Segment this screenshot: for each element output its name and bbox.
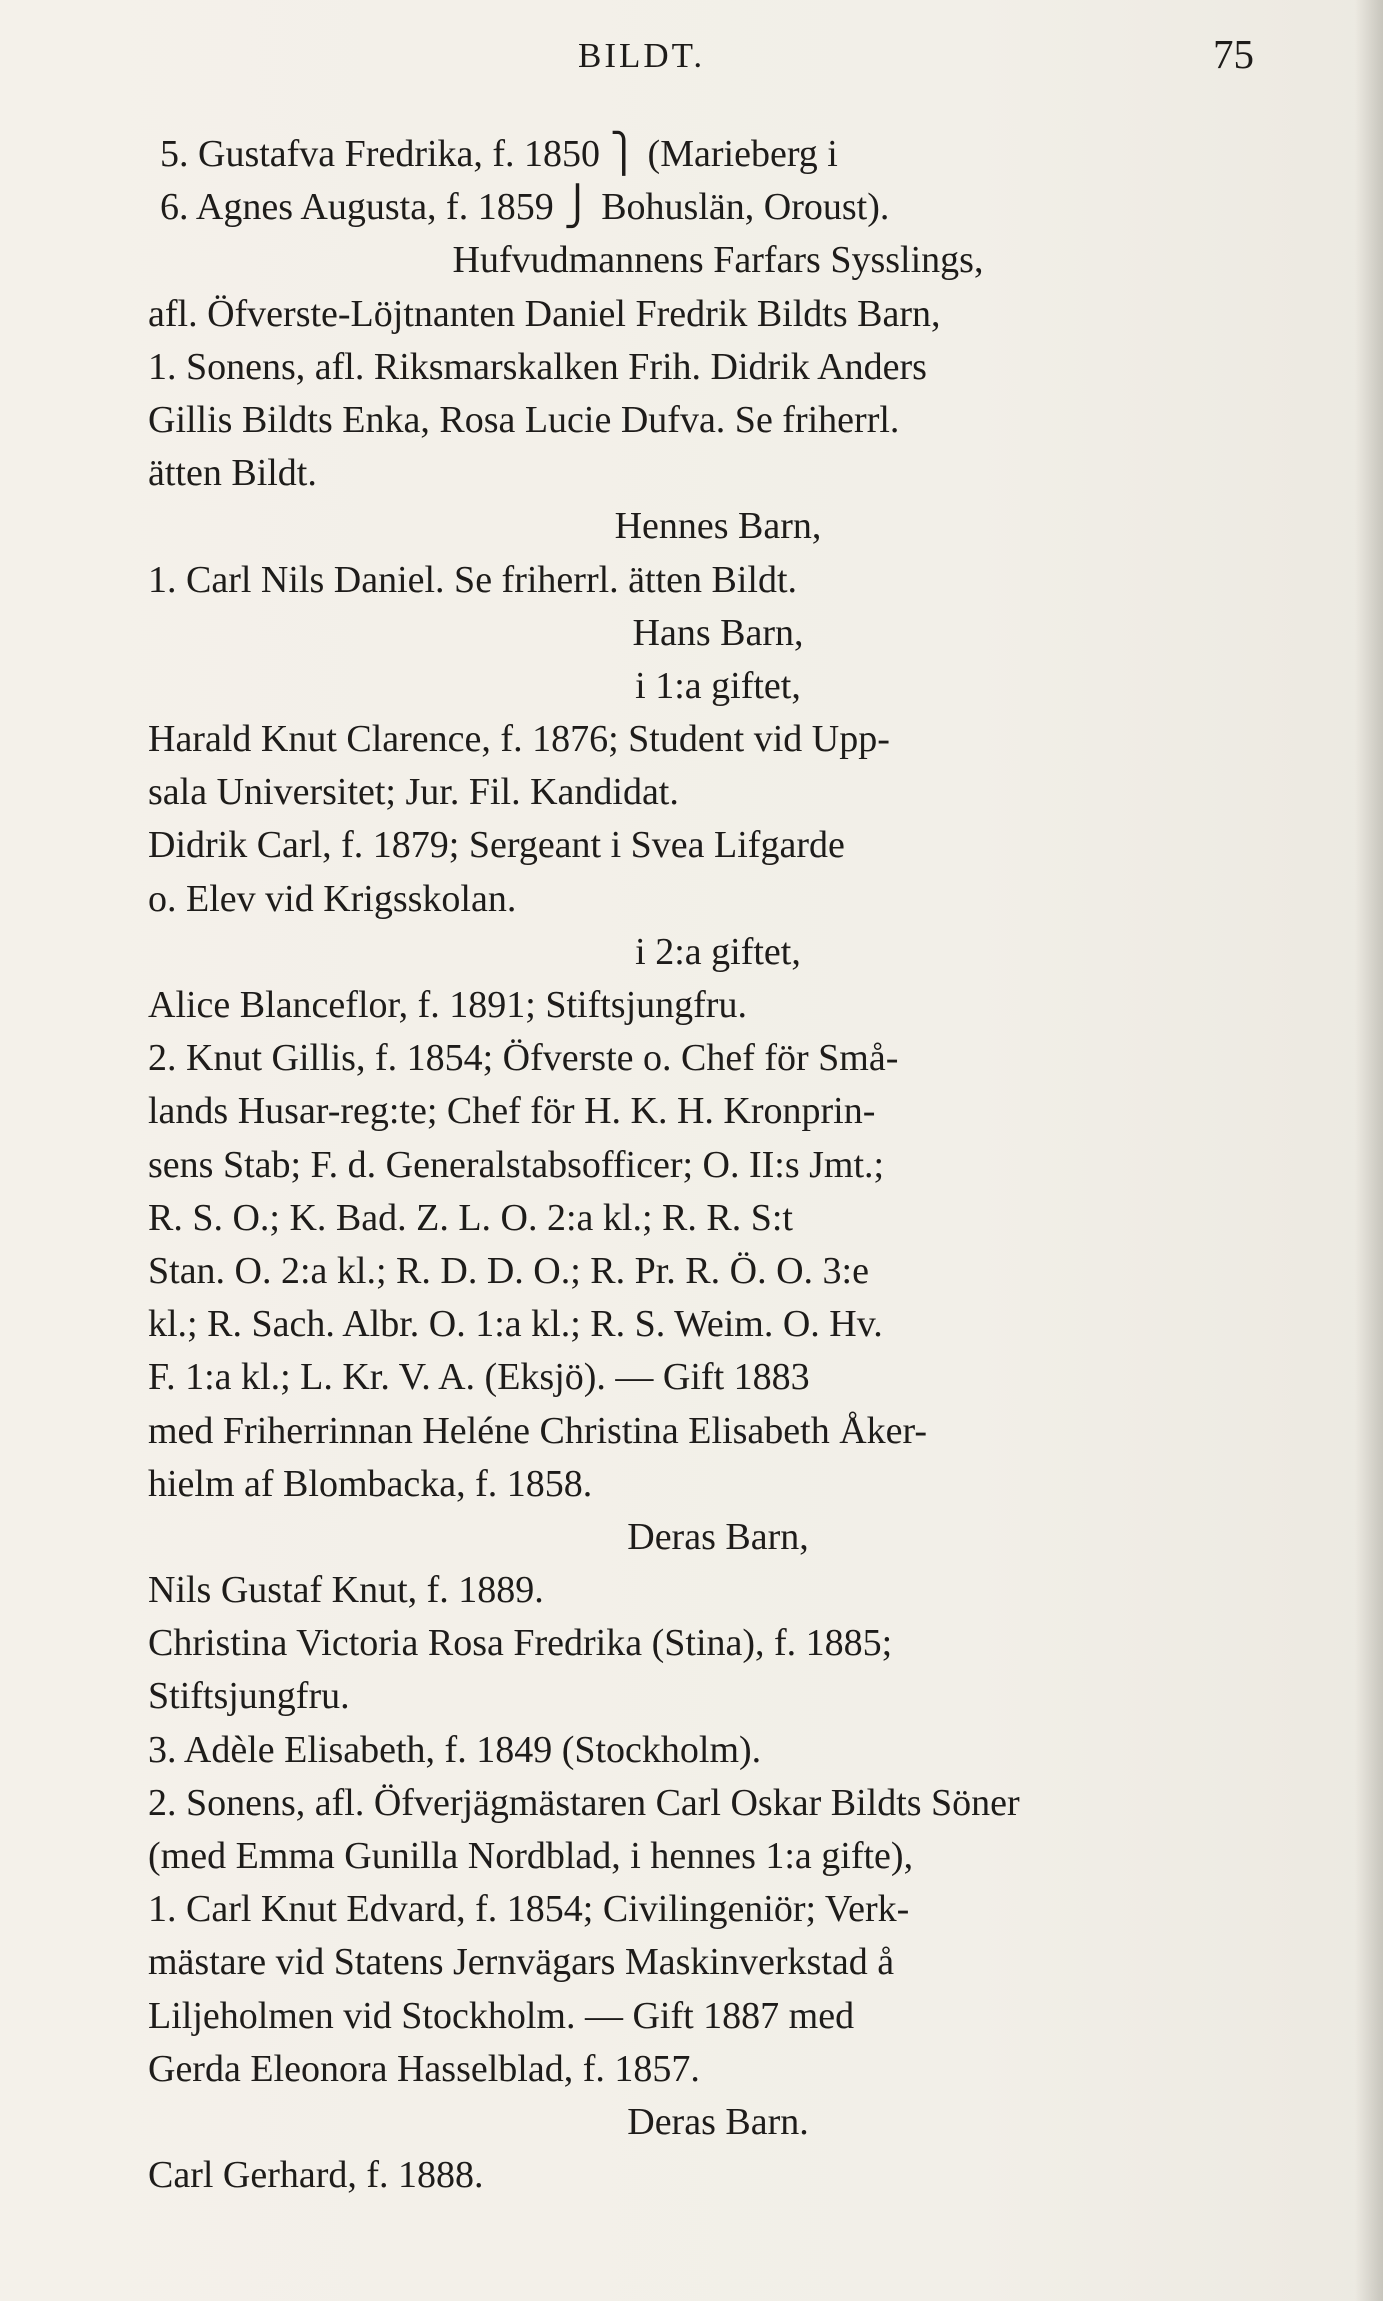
page-number: 75 xyxy=(1213,31,1254,77)
text-line: sens Stab; F. d. Generalstabsofficer; O. II:s Jmt.; xyxy=(148,1143,885,1186)
text-line: Gillis Bildts Enka, Rosa Lucie Dufva. Se friherrl. xyxy=(148,398,900,441)
section-heading: Hans Barn, xyxy=(632,611,804,654)
text-line: ätten Bildt. xyxy=(148,452,317,495)
text-line: Harald Knut Clarence, f. 1876; Student vid Upp- xyxy=(148,718,890,761)
text-line: Alice Blanceflor, f. 1891; Stiftsjungfru. xyxy=(148,984,747,1026)
text-line: Stan. O. 2:a kl.; R. D. D. O.; R. Pr. R. Ö. O. 3:e xyxy=(148,1249,869,1292)
running-head: BILDT. xyxy=(578,36,706,75)
text-line: R. S. O.; K. Bad. Z. L. O. 2:a kl.; R. R. S:t xyxy=(148,1196,793,1239)
text-line: 6. Agnes Augusta, f. 1859 ⎭ Bohuslän, Oroust). xyxy=(160,186,890,229)
text-line: mästare vid Statens Jernvägars Maskinverkstad å xyxy=(148,1941,895,1984)
page-header xyxy=(0,28,1383,88)
text-line: 2. Knut Gillis, f. 1854; Öfverste o. Chef för Små- xyxy=(148,1037,899,1080)
text-line: Carl Gerhard, f. 1888. xyxy=(148,2154,484,2197)
section-heading: Deras Barn. xyxy=(627,2100,809,2143)
genealogy-text xyxy=(148,128,1288,2202)
text-line: Gerda Eleonora Hasselblad, f. 1857. xyxy=(148,2047,700,2090)
text-line: 2. Sonens, afl. Öfverjägmästaren Carl Oskar Bildts Söner xyxy=(148,1781,1020,1824)
text-line: Christina Victoria Rosa Fredrika (Stina), f. 1885; xyxy=(148,1622,893,1665)
text-line: lands Husar-reg:te; Chef för H. K. H. Kronprin- xyxy=(148,1090,876,1133)
text-line: hielm af Blombacka, f. 1858. xyxy=(148,1462,593,1505)
text-line: 1. Sonens, afl. Riksmarskalken Frih. Didrik Anders xyxy=(148,345,927,388)
section-heading: Hennes Barn, xyxy=(614,505,822,548)
text-line: Stiftsjungfru. xyxy=(148,1675,350,1718)
section-heading: i 2:a giftet, xyxy=(635,930,801,973)
text-line: afl. Öfverste-Löjtnanten Daniel Fredrik Bildts Barn, xyxy=(148,292,941,335)
text-line: Didrik Carl, f. 1879; Sergeant i Svea Lifgarde xyxy=(148,824,845,867)
text-line: kl.; R. Sach. Albr. O. 1:a kl.; R. S. Weim. O. Hv. xyxy=(148,1303,883,1346)
text-line: Liljeholmen vid Stockholm. — Gift 1887 med xyxy=(148,1994,855,2037)
text-line: F. 1:a kl.; L. Kr. V. A. (Eksjö). — Gift 1883 xyxy=(148,1356,810,1399)
section-heading: Hufvudmannens Farfars Sysslings, xyxy=(452,239,984,282)
section-heading: i 1:a giftet, xyxy=(635,664,801,707)
text-line: Nils Gustaf Knut, f. 1889. xyxy=(148,1569,544,1612)
text-line: 3. Adèle Elisabeth, f. 1849 (Stockholm). xyxy=(148,1728,762,1771)
text-line: 1. Carl Nils Daniel. Se friherrl. ätten Bildt. xyxy=(148,558,798,601)
text-line: (med Emma Gunilla Nordblad, i hennes 1:a gifte), xyxy=(148,1835,914,1877)
text-line: 1. Carl Knut Edvard, f. 1854; Civilingeniör; Verk- xyxy=(148,1888,910,1931)
page-edge-shadow xyxy=(1355,0,1383,2301)
text-line: med Friherrinnan Heléne Christina Elisabeth Åker- xyxy=(148,1409,928,1452)
text-line: sala Universitet; Jur. Fil. Kandidat. xyxy=(148,771,679,814)
text-line: 5. Gustafva Fredrika, f. 1850 ⎫ (Marieberg i xyxy=(160,133,838,175)
section-heading: Deras Barn, xyxy=(627,1515,809,1558)
text-line: o. Elev vid Krigsskolan. xyxy=(148,877,517,920)
